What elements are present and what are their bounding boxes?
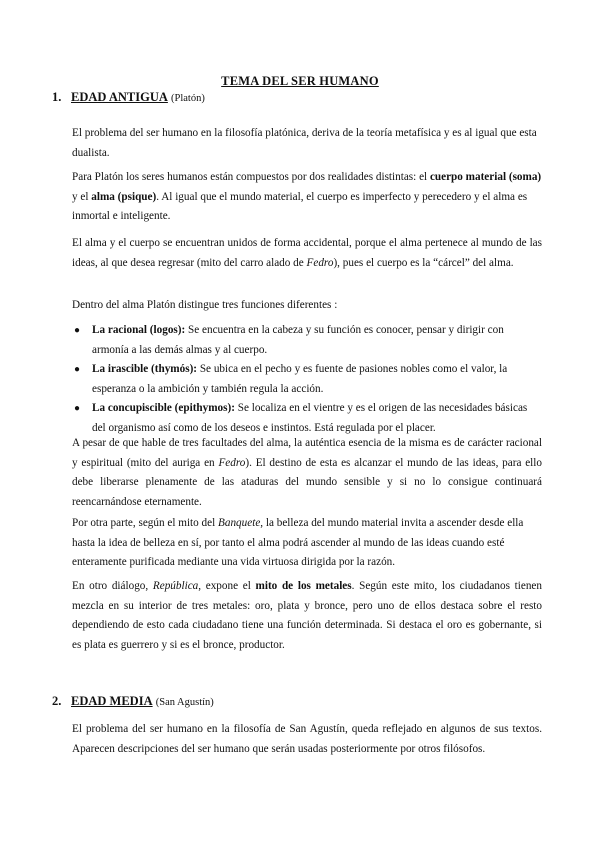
p2-text-c: y el xyxy=(72,190,92,203)
bullet-term: La concupiscible (epithymos): xyxy=(92,402,235,414)
bullet-icon: ● xyxy=(74,403,81,414)
paragraph-2 xyxy=(72,168,542,227)
bullet-icon: ● xyxy=(74,364,81,375)
p2-text-a: Para Platón los seres humanos están compuestos por dos realidades distintas: el xyxy=(72,171,430,183)
paragraph-7 xyxy=(72,577,542,655)
p5-italic: Fedro xyxy=(218,456,246,469)
p5-text-a: A pesar de que hable de tres facultades del alma, la auténtica esencia de la misma es de carácter racional y espiritual (mito del auriga en xyxy=(72,437,542,469)
paragraph-8: El problema del ser humano en la filosofía de San Agustín, queda reflejado en algunos de sus textos. Aparecen descripciones del ser humano que serán usadas posteriormente por otros filósofos. xyxy=(72,723,542,755)
paragraph-6 xyxy=(72,514,542,573)
soul-functions-list xyxy=(72,321,542,438)
bullet-text: Se encuentra en la cabeza y su función es conocer, pensar y dirigir con armonía a las demás almas y al cuerpo. xyxy=(92,324,504,356)
list-item xyxy=(72,360,542,399)
p7-text-c: . Según este mito, los ciudadanos tienen mezcla en su interior de tres metales: oro, plata y bronce, pero uno de ellos destaca sobre el resto dependiendo de esto cada ciudadano tiene una función determinada. Si destaca el oro es gobernante, si es plata es guerrero y si es el bronce, productor. xyxy=(72,580,542,651)
section-1-subtitle: (Platón) xyxy=(171,93,205,104)
section-2-number: 2. xyxy=(52,694,62,708)
p3-italic: Fedro xyxy=(306,256,334,269)
paragraph-1: El problema del ser humano en la filosofía platónica, deriva de la teoría metafísica y es al igual que esta dualista. xyxy=(72,127,537,159)
bullet-term: La irascible (thymós): xyxy=(92,363,198,375)
p2-bold-cuerpo: cuerpo material (soma) xyxy=(429,171,542,183)
paragraph-5 xyxy=(72,434,542,512)
section-2-subtitle: (San Agustín) xyxy=(155,697,214,708)
list-item xyxy=(72,399,542,438)
section-1-number: 1. xyxy=(52,90,62,104)
p2-bold-alma: alma (psique) xyxy=(91,190,157,203)
p7-bold: mito de los metales xyxy=(255,580,352,592)
p6-italic: Banquete xyxy=(218,517,261,529)
bullet-text: Se localiza en el vientre y es el origen de las necesidades básicas del organismo así como de los deseos e instintos. Está regulada por el placer. xyxy=(92,402,528,434)
p2-text-d: . Al igual que el mundo material, el cuerpo es imperfecto y perecedero y el alma es inmortal e inteligente. xyxy=(72,190,528,222)
paragraph-4: Dentro del alma Platón distingue tres funciones diferentes : xyxy=(72,299,338,311)
page-title: TEMA DEL SER HUMANO xyxy=(221,74,379,88)
section-2-heading xyxy=(52,694,214,709)
section-1-title: EDAD ANTIGUA xyxy=(71,90,168,104)
p7-text-b: , expone el xyxy=(198,580,256,592)
bullet-term: La racional (logos): xyxy=(92,324,186,336)
p7-italic: República xyxy=(152,580,199,592)
p5-text-b: ). El destino de esta es alcanzar el mundo de las ideas, para ello debe liberarse plenamente de las ataduras del mundo sensible y si no lo consigue continuará reencarnándose eternamente. xyxy=(72,456,542,508)
p3-text-a: El alma y el cuerpo se encuentran unidos de forma accidental, porque el alma pertenece al mundo de las ideas, al que desea regresar (mito del carro alado de xyxy=(72,237,542,269)
p3-text-b: ), pues el cuerpo es la “cárcel” del alma. xyxy=(333,256,514,269)
p7-text-a: En otro diálogo, xyxy=(72,580,153,592)
section-2-title: EDAD MEDIA xyxy=(71,694,153,708)
paragraph-3 xyxy=(72,234,542,273)
p6-text-b: , la belleza del mundo material invita a ascender desde ella hasta la idea de belleza en sí, por tanto el alma podrá ascender al mundo de las ideas cuando esté enteramente purificada mediante una vida virtuosa dirigida por la razón. xyxy=(72,517,524,568)
bullet-text: Se ubica en el pecho y es fuente de pasiones nobles como el valor, la esperanza o la ambición y también regula la acción. xyxy=(92,363,508,395)
bullet-icon: ● xyxy=(74,325,81,336)
p6-text-a: Por otra parte, según el mito del xyxy=(72,517,219,529)
section-1-heading xyxy=(52,90,205,105)
list-item xyxy=(72,321,542,360)
